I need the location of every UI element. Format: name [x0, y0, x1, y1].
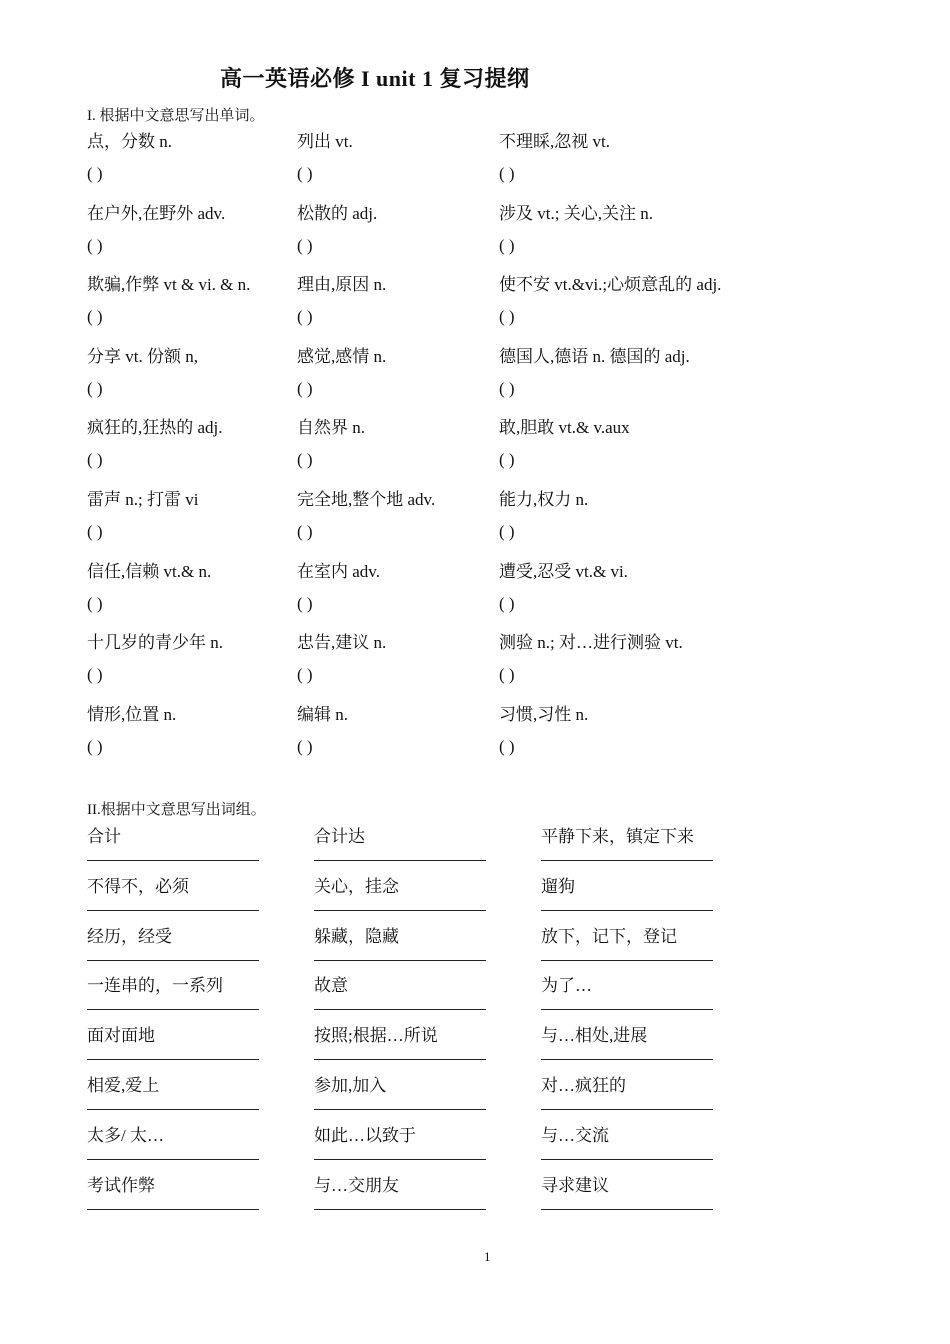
phrase-item	[541, 818, 867, 868]
word-item	[297, 697, 499, 769]
word-prompt: 感觉,感情 n.	[297, 346, 387, 366]
page-title: 高一英语必修 I unit 1 复习提纲	[220, 66, 530, 91]
phrase-item	[87, 1117, 314, 1167]
word-prompt: 雷声 n.; 打雷 vi	[87, 489, 199, 509]
phrase-exercise-grid	[87, 818, 867, 1216]
word-item	[499, 124, 867, 196]
phrase-prompt: 与…交流	[541, 1125, 609, 1145]
answer-blank[interactable]: ( )	[87, 235, 103, 255]
phrase-prompt: 放下，记下，登记	[541, 926, 677, 946]
phrase-prompt: 太多/ 太…	[87, 1125, 164, 1145]
word-prompt: 分享 vt. 份额 n,	[87, 346, 198, 366]
phrase-item	[314, 1117, 541, 1167]
answer-blank[interactable]: ( )	[297, 164, 313, 183]
phrase-item	[314, 868, 541, 918]
phrase-prompt: 考试作弊	[87, 1175, 155, 1195]
answer-line[interactable]	[87, 1109, 259, 1110]
answer-blank[interactable]: ( )	[499, 521, 515, 541]
phrase-prompt: 为了…	[541, 976, 592, 996]
word-item	[87, 410, 297, 482]
answer-line[interactable]	[87, 910, 259, 911]
answer-line[interactable]	[541, 1159, 713, 1160]
word-item	[87, 339, 297, 411]
answer-line[interactable]	[87, 1059, 259, 1060]
answer-blank[interactable]: ( )	[297, 736, 313, 756]
word-item	[87, 267, 297, 339]
answer-line[interactable]	[314, 1059, 486, 1060]
page-number: 1	[484, 1249, 491, 1264]
phrase-prompt: 躲藏，隐藏	[314, 926, 399, 946]
word-prompt: 使不安 vt.&vi.;心烦意乱的 adj.	[499, 275, 722, 295]
phrase-prompt: 参加,加入	[314, 1075, 387, 1095]
word-item	[297, 625, 499, 697]
answer-blank[interactable]: ( )	[297, 665, 313, 685]
word-prompt: 敢,胆敢 vt.& v.aux	[499, 418, 630, 438]
answer-line[interactable]	[314, 910, 486, 911]
word-prompt: 列出 vt.	[297, 132, 353, 151]
phrase-prompt: 与…交朋友	[314, 1175, 399, 1195]
answer-line[interactable]	[541, 1209, 713, 1210]
phrase-item	[87, 967, 314, 1017]
word-item	[499, 267, 867, 339]
word-prompt: 忠告,建议 n.	[297, 633, 387, 653]
answer-line[interactable]	[87, 1009, 259, 1010]
answer-blank[interactable]: ( )	[499, 736, 515, 756]
answer-line[interactable]	[314, 1009, 486, 1010]
answer-blank[interactable]: ( )	[297, 593, 313, 613]
answer-blank[interactable]: ( )	[499, 593, 515, 613]
word-item	[499, 410, 867, 482]
answer-blank[interactable]: ( )	[499, 450, 515, 470]
phrase-item	[314, 1167, 541, 1217]
phrase-item	[541, 868, 867, 918]
phrase-prompt: 如此…以致于	[314, 1125, 416, 1145]
word-item	[297, 482, 499, 554]
section-2-heading: II.根据中文意思写出词组。	[87, 802, 266, 818]
answer-blank[interactable]: ( )	[297, 235, 313, 255]
phrase-item	[314, 1017, 541, 1067]
word-item	[297, 267, 499, 339]
word-item	[499, 625, 867, 697]
answer-line[interactable]	[541, 1109, 713, 1110]
phrase-prompt: 遛狗	[541, 876, 575, 896]
answer-line[interactable]	[314, 1159, 486, 1160]
word-prompt: 在室内 adv.	[297, 561, 380, 581]
answer-line[interactable]	[314, 1109, 486, 1110]
phrase-item	[541, 1117, 867, 1167]
phrase-prompt: 经历，经受	[87, 926, 172, 946]
word-prompt: 点，分数 n.	[87, 132, 172, 151]
phrase-item	[314, 818, 541, 868]
phrase-item	[87, 1167, 314, 1217]
phrase-prompt: 相爱,爱上	[87, 1075, 160, 1095]
word-prompt: 完全地,整个地 adv.	[297, 489, 436, 509]
answer-blank[interactable]: ( )	[499, 307, 515, 327]
word-item	[87, 697, 297, 769]
word-exercise-grid	[87, 124, 867, 768]
answer-line[interactable]	[314, 1209, 486, 1210]
answer-line[interactable]	[87, 1209, 259, 1210]
answer-blank[interactable]: ( )	[499, 378, 515, 398]
word-prompt: 遭受,忍受 vt.& vi.	[499, 561, 628, 581]
word-item	[499, 339, 867, 411]
word-item	[499, 196, 867, 268]
phrase-item	[87, 818, 314, 868]
answer-blank[interactable]: ( )	[297, 378, 313, 398]
word-item	[297, 196, 499, 268]
word-prompt: 能力,权力 n.	[499, 489, 589, 509]
answer-line[interactable]	[541, 860, 713, 861]
word-prompt: 理由,原因 n.	[297, 275, 387, 295]
phrase-item	[87, 918, 314, 968]
phrase-prompt: 关心，挂念	[314, 876, 399, 896]
word-prompt: 编辑 n.	[297, 704, 348, 724]
phrase-item	[314, 967, 541, 1017]
phrase-item	[541, 1067, 867, 1117]
word-item	[499, 554, 867, 626]
phrase-prompt: 故意	[314, 976, 348, 996]
answer-blank[interactable]: ( )	[87, 665, 103, 685]
answer-blank[interactable]: ( )	[297, 307, 313, 327]
word-prompt: 在户外,在野外 adv.	[87, 203, 226, 223]
phrase-prompt: 不得不，必须	[87, 876, 189, 896]
word-prompt: 德国人,德语 n. 德国的 adj.	[499, 346, 690, 366]
word-prompt: 情形,位置 n.	[87, 704, 177, 724]
phrase-item	[541, 918, 867, 968]
answer-blank[interactable]: ( )	[87, 450, 103, 470]
phrase-item	[314, 1067, 541, 1117]
phrase-prompt: 按照;根据…所说	[314, 1026, 438, 1046]
phrase-prompt: 平静下来，镇定下来	[541, 827, 694, 846]
word-prompt: 不理睬,忽视 vt.	[499, 132, 610, 151]
word-item	[297, 554, 499, 626]
answer-blank[interactable]: ( )	[87, 307, 103, 327]
word-prompt: 测验 n.; 对…进行测验 vt.	[499, 633, 683, 653]
phrase-prompt: 与…相处,进展	[541, 1026, 648, 1046]
word-item	[87, 482, 297, 554]
word-item	[499, 482, 867, 554]
phrase-prompt: 合计达	[314, 827, 365, 846]
phrase-prompt: 面对面地	[87, 1026, 155, 1046]
answer-line[interactable]	[87, 860, 259, 861]
answer-blank[interactable]: ( )	[87, 593, 103, 613]
answer-blank[interactable]: ( )	[87, 164, 103, 183]
word-prompt: 松散的 adj.	[297, 203, 378, 223]
answer-line[interactable]	[541, 1009, 713, 1010]
phrase-item	[87, 868, 314, 918]
phrase-item	[87, 1017, 314, 1067]
answer-line[interactable]	[314, 960, 486, 961]
word-prompt: 十几岁的青少年 n.	[87, 633, 223, 653]
answer-line[interactable]	[541, 910, 713, 911]
answer-blank[interactable]: ( )	[499, 235, 515, 255]
phrase-item	[314, 918, 541, 968]
word-prompt: 习惯,习性 n.	[499, 704, 589, 724]
word-item	[87, 196, 297, 268]
answer-blank[interactable]: ( )	[499, 665, 515, 685]
word-prompt: 欺骗,作弊 vt & vi. & n.	[87, 275, 251, 295]
word-prompt: 疯狂的,狂热的 adj.	[87, 418, 223, 438]
word-prompt: 自然界 n.	[297, 418, 365, 438]
phrase-prompt: 合计	[87, 827, 121, 846]
phrase-item	[541, 1167, 867, 1217]
word-prompt: 涉及 vt.; 关心,关注 n.	[499, 203, 653, 223]
phrase-item	[541, 967, 867, 1017]
answer-blank[interactable]: ( )	[499, 164, 515, 183]
phrase-prompt: 对…疯狂的	[541, 1075, 626, 1095]
phrase-prompt: 寻求建议	[541, 1175, 609, 1195]
word-item	[87, 625, 297, 697]
answer-blank[interactable]: ( )	[297, 521, 313, 541]
answer-line[interactable]	[314, 860, 486, 861]
answer-blank[interactable]: ( )	[87, 736, 103, 756]
phrase-item	[541, 1017, 867, 1067]
word-item	[297, 124, 499, 196]
word-item	[499, 697, 867, 769]
phrase-item	[87, 1067, 314, 1117]
section-1-heading: I. 根据中文意思写出单词。	[87, 108, 265, 124]
answer-blank[interactable]: ( )	[297, 450, 313, 470]
answer-line[interactable]	[87, 1159, 259, 1160]
answer-line[interactable]	[87, 960, 259, 961]
word-item	[297, 410, 499, 482]
answer-line[interactable]	[541, 1059, 713, 1060]
phrase-prompt: 一连串的，一系列	[87, 976, 223, 996]
word-item	[87, 554, 297, 626]
answer-line[interactable]	[541, 960, 713, 961]
answer-blank[interactable]: ( )	[87, 378, 103, 398]
answer-blank[interactable]: ( )	[87, 521, 103, 541]
word-item	[87, 124, 297, 196]
word-prompt: 信任,信赖 vt.& n.	[87, 561, 212, 581]
word-item	[297, 339, 499, 411]
